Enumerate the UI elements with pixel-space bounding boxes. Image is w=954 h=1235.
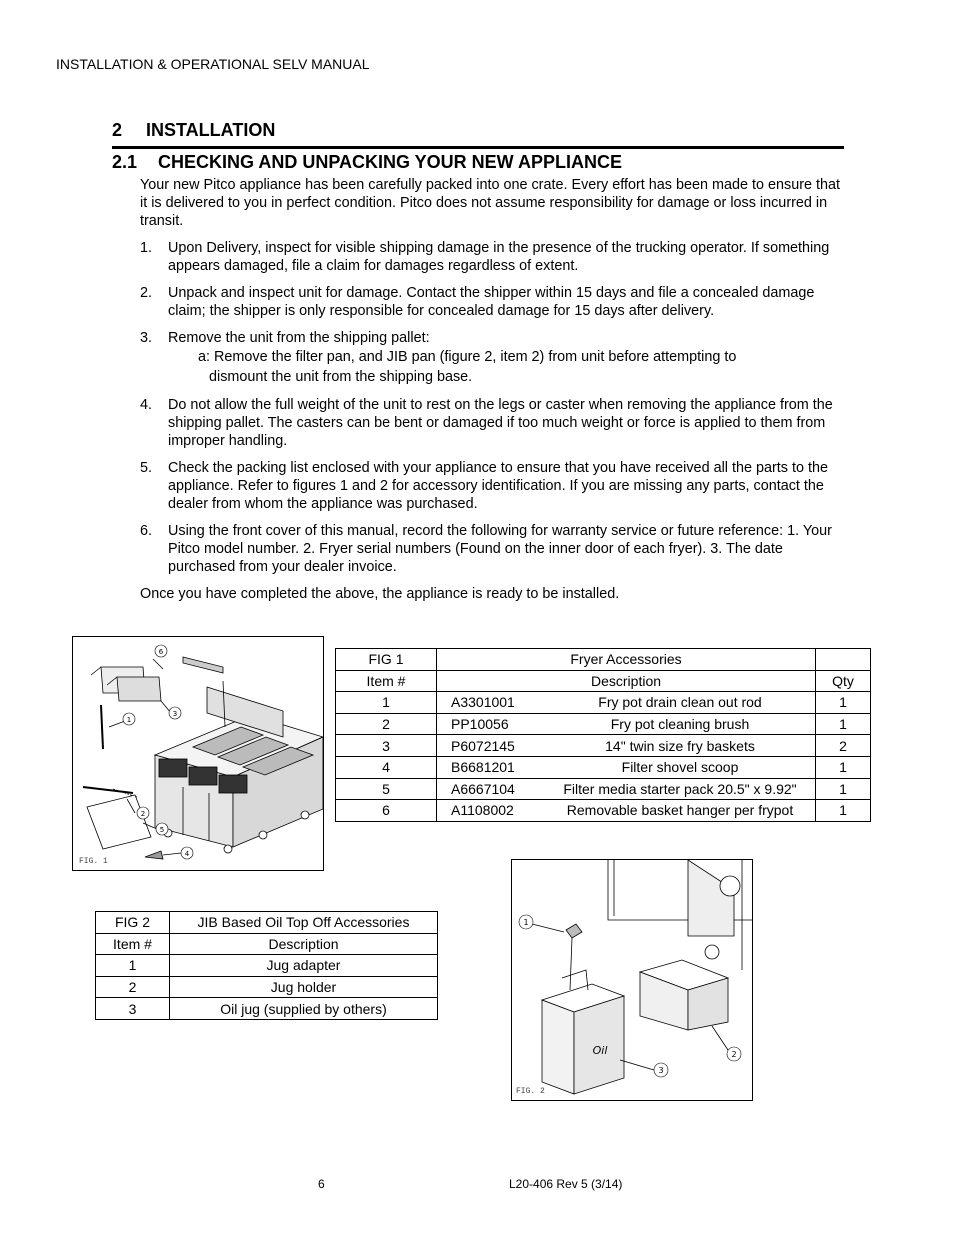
- callout-label: 1: [523, 918, 529, 927]
- step-substep: [168, 347, 846, 387]
- subsection-title: CHECKING AND UNPACKING YOUR NEW APPLIANCE: [158, 152, 623, 172]
- section-title: INSTALLATION: [146, 120, 276, 140]
- description-cell: [437, 735, 816, 757]
- fig1-illustration: [72, 636, 324, 871]
- step-number: 4.: [140, 397, 153, 413]
- step-number: 1.: [140, 240, 153, 256]
- callout-label: 2: [140, 810, 146, 818]
- item-cell: 3: [96, 998, 170, 1020]
- description-cell: [437, 713, 816, 735]
- qty-cell: 1: [816, 756, 871, 778]
- table-row: [336, 670, 871, 692]
- jib-drawing: [512, 860, 752, 1100]
- item-cell: 2: [336, 713, 437, 735]
- step-text: Upon Delivery, inspect for visible shipping damage in the presence of the trucking operator. If something appears damaged, file a claim for damages regardless of extent.: [168, 240, 830, 274]
- qty-cell: 1: [816, 713, 871, 735]
- part-number: P6072145: [451, 737, 515, 754]
- table-row: [336, 649, 871, 671]
- section-number: 2: [112, 120, 123, 140]
- description-cell: Jug holder: [170, 976, 438, 998]
- page-number: 6: [318, 1177, 325, 1191]
- list-item: [140, 329, 846, 387]
- description-cell: Oil jug (supplied by others): [170, 998, 438, 1020]
- table-label: FIG 1: [336, 649, 437, 671]
- description-cell: [437, 756, 816, 778]
- table-row: [96, 912, 438, 934]
- substep-line: dismount the unit from the shipping base.: [209, 369, 473, 385]
- item-cell: 1: [336, 692, 437, 714]
- table-cell: [816, 649, 871, 671]
- part-description: Filter media starter pack 20.5" x 9.92": [563, 780, 797, 797]
- callout-label: 4: [184, 850, 190, 858]
- section-rule: [112, 146, 844, 149]
- item-cell: 4: [336, 756, 437, 778]
- callout-label: 3: [658, 1066, 664, 1075]
- table-row: [336, 692, 871, 714]
- table-label: FIG 2: [96, 912, 170, 934]
- step-text: Using the front cover of this manual, record the following for warranty service or future reference: 1. Your Pitco model number. 2. Fryer serial numbers (Found on the inner door of each fryer). 3. The date purchased from your dealer invoice.: [168, 523, 832, 575]
- table-row: [336, 800, 871, 822]
- part-description: Filter shovel scoop: [621, 759, 739, 776]
- qty-cell: 1: [816, 692, 871, 714]
- list-item: [140, 396, 846, 450]
- section-heading: [112, 120, 275, 141]
- fig2-illustration: [511, 859, 753, 1101]
- fig2-caption: FIG. 2: [516, 1087, 545, 1096]
- callout-label: 1: [126, 716, 132, 724]
- step-text: Check the packing list enclosed with your appliance to ensure that you have received all the parts to the appliance. Refer to figures 1 and 2 for accessory identification. If you are missing any parts, contact the dealer from whom the appliance was purchased.: [168, 460, 828, 512]
- part-description: Fry pot drain clean out rod: [598, 694, 762, 711]
- table-row: [336, 735, 871, 757]
- step-number: 2.: [140, 285, 153, 301]
- fig1-accessories-table: [335, 648, 871, 822]
- description-cell: [437, 692, 816, 714]
- step-body: [168, 329, 846, 387]
- table-title: Fryer Accessories: [437, 649, 816, 671]
- part-description: Removable basket hanger per frypot: [566, 802, 794, 819]
- closing-paragraph: Once you have completed the above, the appliance is ready to be installed.: [140, 586, 620, 602]
- column-header: Description: [437, 670, 816, 692]
- jug-label: Oil: [592, 1044, 608, 1057]
- subsection-heading: [112, 152, 622, 173]
- qty-cell: 1: [816, 778, 871, 800]
- table-row: [336, 713, 871, 735]
- steps-list: [140, 239, 846, 585]
- description-cell: Jug adapter: [170, 955, 438, 977]
- list-item: [140, 284, 846, 320]
- callout-label: 3: [172, 710, 178, 718]
- part-number: PP10056: [451, 716, 509, 733]
- description-cell: [437, 800, 816, 822]
- part-number: B6681201: [451, 759, 515, 776]
- subsection-number: 2.1: [112, 152, 138, 172]
- table-title: JIB Based Oil Top Off Accessories: [170, 912, 438, 934]
- column-header: Item #: [96, 933, 170, 955]
- step-number: 5.: [140, 460, 153, 476]
- step-number: 6.: [140, 523, 153, 539]
- callout-label: 2: [731, 1050, 737, 1059]
- table-row: [96, 933, 438, 955]
- list-item: [140, 459, 846, 513]
- substep-line: a: Remove the filter pan, and JIB pan (figure 2, item 2) from unit before attempting to: [198, 349, 737, 365]
- table-row: [336, 756, 871, 778]
- step-text: Unpack and inspect unit for damage. Contact the shipper within 15 days and file a concealed damage claim; the shipper is only responsible for concealed damage for 15 days after delivery.: [168, 285, 815, 319]
- table-row: [96, 998, 438, 1020]
- table-row: [336, 778, 871, 800]
- step-text: Do not allow the full weight of the unit to rest on the legs or caster when removing the appliance from the shipping pallet. The casters can be bent or damaged if too much weight or force is applied to them from improper handling.: [168, 397, 833, 449]
- item-cell: 6: [336, 800, 437, 822]
- item-cell: 3: [336, 735, 437, 757]
- fryer-drawing: [73, 637, 323, 870]
- part-description: 14" twin size fry baskets: [605, 737, 755, 754]
- column-header: Description: [170, 933, 438, 955]
- column-header: Item #: [336, 670, 437, 692]
- item-cell: 5: [336, 778, 437, 800]
- qty-cell: 2: [816, 735, 871, 757]
- part-number: A6667104: [451, 780, 515, 797]
- running-header: INSTALLATION & OPERATIONAL SELV MANUAL: [56, 56, 370, 72]
- intro-paragraph: Your new Pitco appliance has been carefully packed into one crate. Every effort has been made to ensure that it is delivered to you in perfect condition. Pitco does not assume responsibility for damage or loss incurred in transit.: [140, 177, 840, 229]
- item-cell: 2: [96, 976, 170, 998]
- table-row: [96, 955, 438, 977]
- fig1-caption: FIG. 1: [79, 857, 108, 866]
- part-number: A1108002: [451, 802, 514, 819]
- document-revision: L20-406 Rev 5 (3/14): [509, 1177, 623, 1191]
- list-item: [140, 239, 846, 275]
- column-header: Qty: [816, 670, 871, 692]
- qty-cell: 1: [816, 800, 871, 822]
- step-number: 3.: [140, 330, 153, 346]
- fig2-accessories-table: [95, 911, 438, 1020]
- table-row: [96, 976, 438, 998]
- part-number: A3301001: [451, 694, 515, 711]
- list-item: [140, 522, 846, 576]
- step-text: Remove the unit from the shipping pallet:: [168, 330, 430, 346]
- description-cell: [437, 778, 816, 800]
- callout-label: 6: [158, 648, 164, 656]
- callout-label: 5: [159, 826, 165, 834]
- part-description: Fry pot cleaning brush: [610, 716, 750, 733]
- item-cell: 1: [96, 955, 170, 977]
